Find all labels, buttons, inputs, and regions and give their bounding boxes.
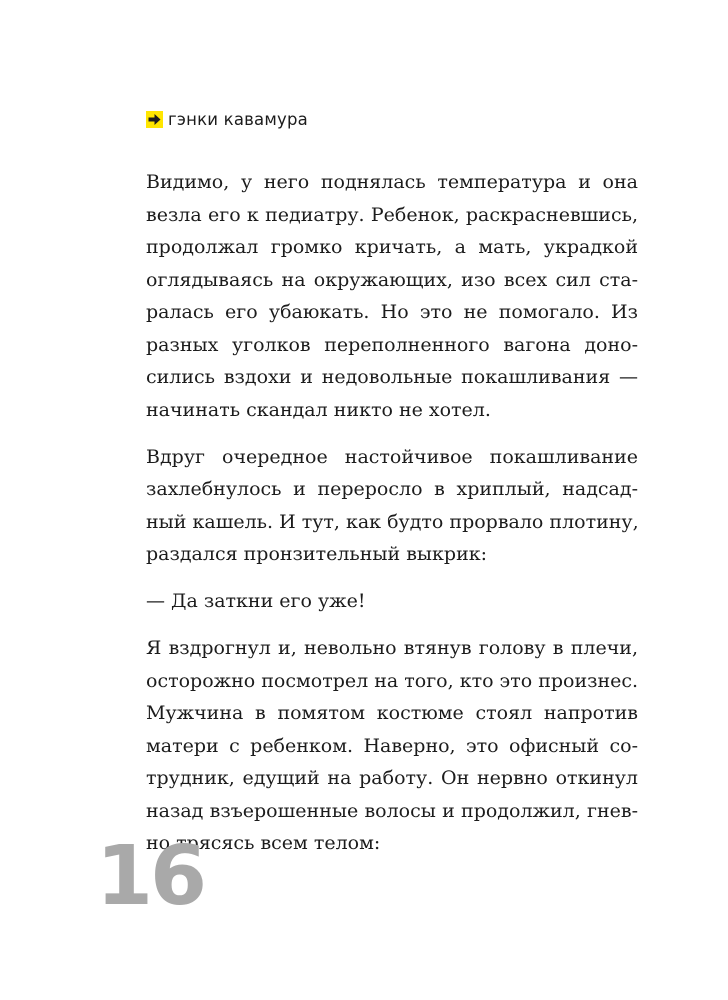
body-text — [146, 166, 638, 874]
text-line: оглядываясь на окружающих, изо всех сил ста- — [146, 268, 638, 291]
text-line: сились вздохи и недовольные покашливания — — [146, 366, 638, 388]
text-line: Мужчина в помятом костюме стоял напротив — [146, 702, 638, 724]
text-line: захлебнулось и переросло в хриплый, надсад- — [146, 478, 638, 500]
text-line: назад взъерошенные волосы и продолжил, гнев- — [146, 799, 638, 822]
text-line: но трясясь всем телом: — [146, 832, 381, 854]
paragraph — [146, 441, 638, 571]
text-line: начинать скандал никто не хотел. — [146, 398, 491, 421]
text-line: матери с ребенком. Наверно, это офисный со- — [146, 734, 638, 757]
text-line: везла его к педиатру. Ребенок, раскрасневшись, — [146, 203, 638, 226]
text-line: осторожно посмотрел на того, кто это произнес. — [146, 669, 639, 692]
paragraph — [146, 166, 638, 426]
page-number: 16 — [96, 829, 205, 924]
author-name: гэнки кавамура — [168, 109, 308, 129]
text-line: — Да заткни его уже! — [146, 590, 366, 612]
paragraph — [146, 585, 638, 618]
text-line: Вдруг очередное настойчивое покашливание — [146, 445, 638, 468]
text-line: раздался пронзительный выкрик: — [146, 543, 488, 565]
text-line: разных уголков переполненного вагона доно- — [146, 333, 638, 356]
text-line: трудник, едущий на работу. Он нервно откинул — [146, 767, 638, 789]
text-line: продолжал громко кричать, а мать, украдкой — [146, 236, 638, 258]
arrow-right-icon — [146, 111, 163, 128]
running-head — [146, 108, 308, 130]
text-line: Я вздрогнул и, невольно втянув голову в плечи, — [146, 637, 638, 659]
text-line: ный кашель. И тут, как будто прорвало плотину, — [146, 510, 639, 533]
text-line: ралась его убаюкать. Но это не помогало. Из — [146, 301, 638, 323]
paragraph — [146, 632, 638, 860]
text-line: Видимо, у него поднялась температура и она — [146, 171, 638, 193]
